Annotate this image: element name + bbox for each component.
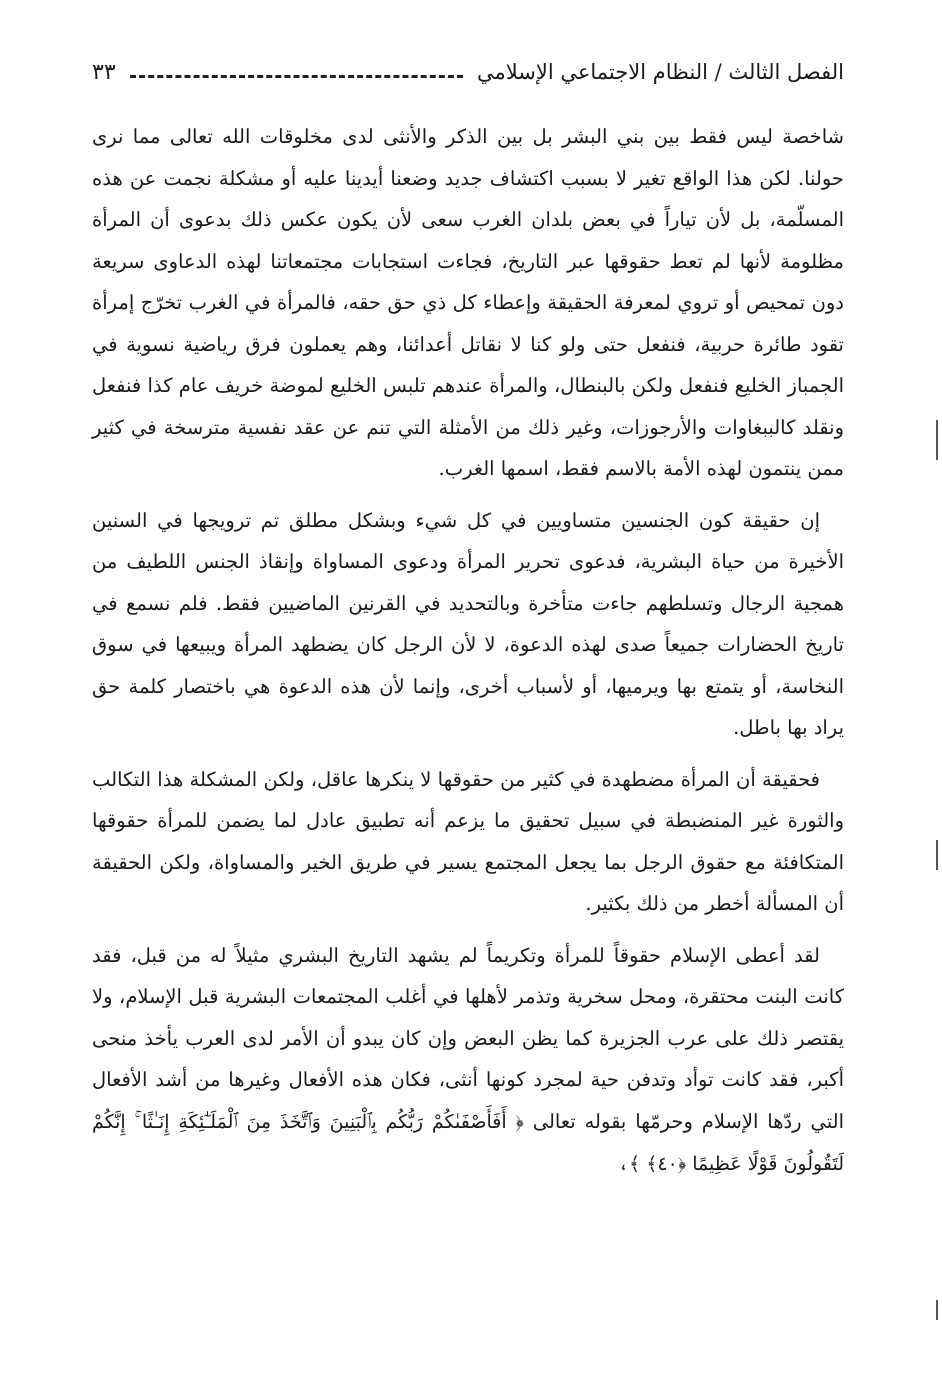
scan-edge-mark xyxy=(936,840,938,870)
scan-edge-mark xyxy=(936,1300,938,1320)
paragraph: فحقيقة أن المرأة مضطهدة في كثير من حقوقها لا ينكرها عاقل، ولكن المشكلة هذا التكالب والثورة غير المنضبطة في سبيل تحقيق ما يزعم أنه تطبيق عادل لما يضمن للمرأة حقوقها المتكافئة مع حقوق الرجل بما يجعل المجتمع يسير في طريق الخير والمساواة، ولكن الحقيقة أن المسألة أخطر من ذلك بكثير. xyxy=(92,767,844,915)
scan-edge-mark xyxy=(936,420,938,460)
paragraph xyxy=(92,935,844,1186)
paragraph-text: لقد أعطى الإسلام حقوقاً للمرأة وتكريماً لم يشهد التاريخ البشري مثيلاً له من قبل، فقد كانت البنت محتقرة، ومحل سخرية وتذمر لأهلها في أغلب المجتمعات البشرية قبل الإسلام، ولا يقتصر ذلك على عرب الجزيرة كما يظن البعض وإن كان يبدو أن الأمر لدى العرب يأخذ منحى أكبر، فقد كانت توأد وتدفن حية لمجرد كونها أنثى، فكان هذه الأفعال وغيرها من أشد الأفعال التي ردّها الإسلام وحرمّها بقوله تعالى xyxy=(92,943,845,1133)
chapter-title: الفصل الثالث / النظام الاجتماعي الإسلامي xyxy=(477,60,844,84)
running-header xyxy=(92,52,844,92)
page-number: ٣٣ xyxy=(92,59,116,85)
quran-verse: ﴿ أَفَأَصْفَىٰكُمْ رَبُّكُم بِٱلْبَنِينَ وَٱتَّخَذَ مِنَ ٱلْمَلَـٰٓئِكَةِ إِنَـٰثًا ۚ إِنَّكُمْ لَتَقُولُونَ قَوْلًا عَظِيمًا ﴿٤٠﴾ ﴾، xyxy=(92,1110,844,1175)
paragraph: إن حقيقة كون الجنسين متساويين في كل شيء وبشكل مطلق تم ترويجها في السنين الأخيرة من حياة البشرية، فدعوى تحرير المرأة ودعوى المساواة وإنقاذ الجنس اللطيف من همجية الرجال وتسلطهم جاءت متأخرة وبالتحديد في القرنين الماضيين فقط. فلم نسمع في تاريخ الحضارات جميعاً صدى لهذه الدعوة، لا لأن الرجل كان يضطهد المرأة ويبيعها في سوق النخاسة، أو يتمتع بها ويرميها، أو لأسباب أخرى، وإنما لأن هذه الدعوة هي باختصار كلمة حق يراد بها باطل. xyxy=(92,508,844,739)
page-body xyxy=(92,116,844,1196)
paragraph: شاخصة ليس فقط بين بني البشر بل بين الذكر والأنثى لدى مخلوقات الله تعالى مما نرى حولنا. لكن هذا الواقع تغير لا بسبب اكتشاف جديد وضعنا أيدينا عليه أو مشكلة نجمت عن هذه المسلّمة، بل لأن تياراً في بعض بلدان الغرب سعى لأن يكون عكس ذلك بدعوى أن المرأة مظلومة لأنها لم تعط حقوقها عبر التاريخ، فجاءت استجابات مجتمعاتنا لهذه الدعاوى سريعة دون تمحيص أو تروي لمعرفة الحقيقة وإعطاء كل ذي حق حقه، فالمرأة في الغرب تخرّج إمرأة تقود طائرة حربية، فنفعل حتى ولو كنا لا نقاتل أعدائنا، وهم يعملون فرق رياضية نسوية في الجمباز الخليع فنفعل ولكن بالبنطال، والمرأة عندهم تلبس الخليع لموضة خريف عام كذا فنفعل ونقلد كالببغاوات والأرجوزات، وغير ذلك من الأمثلة التي تنم عن عقد نفسية مترسخة في كثير ممن ينتمون لهذه الأمة بالاسم فقط، اسمها الغرب. xyxy=(92,125,844,480)
header-leader-dots xyxy=(130,75,463,78)
